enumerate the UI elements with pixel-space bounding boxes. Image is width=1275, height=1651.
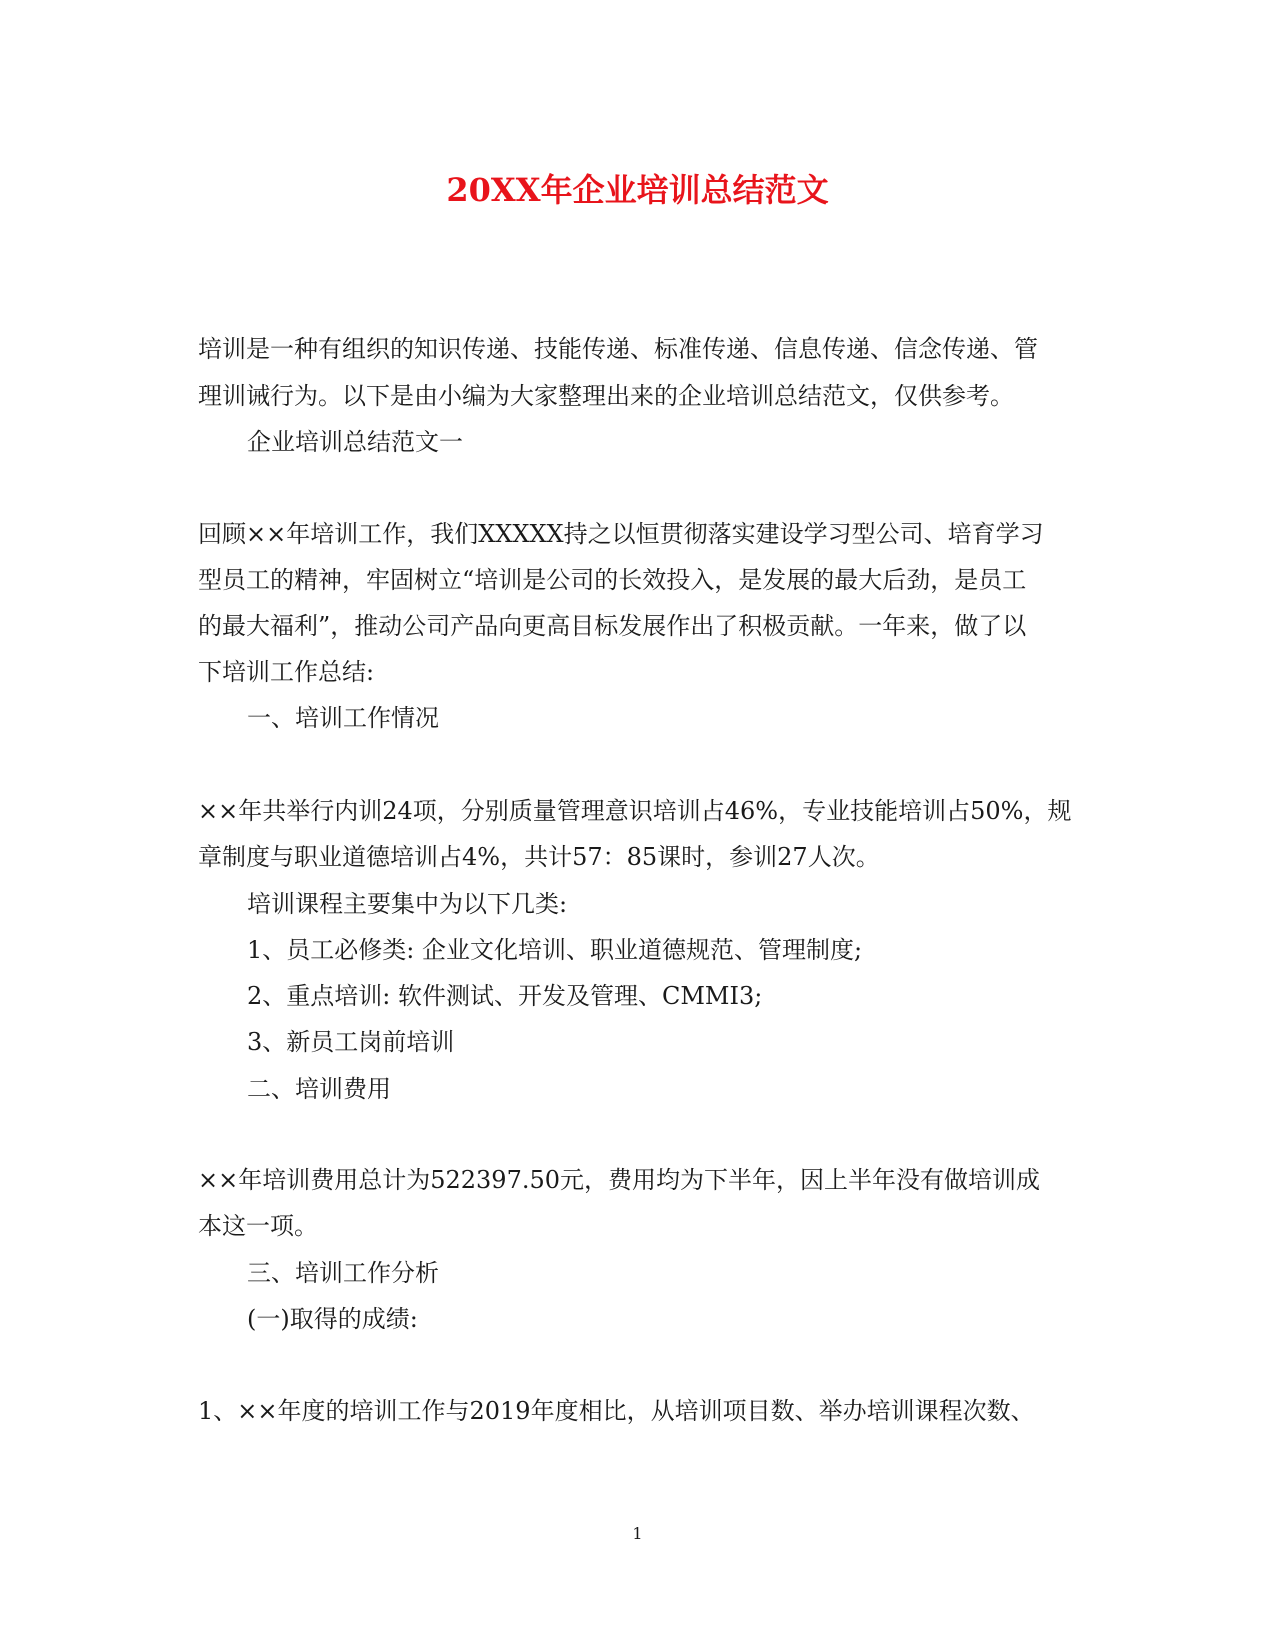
paragraph-line: 型员工的精神，牢固树立“培训是公司的长效投入，是发展的最大后劲，是员工 <box>198 566 1027 594</box>
list-item: 1、员工必修类: 企业文化培训、职业道德规范、管理制度; <box>247 936 863 964</box>
paragraph-line: 章制度与职业道德培训占4%，共计57：85课时，参训27人次。 <box>198 843 880 871</box>
paragraph-line: 的最大福利”，推动公司产品向更高目标发展作出了积极贡献。一年来，做了以 <box>198 612 1027 640</box>
paragraph-line: 回顾××年培训工作，我们XXXXX持之以恒贯彻落实建设学习型公司、培育学习 <box>198 520 1044 548</box>
section-heading: 企业培训总结范文一 <box>247 428 463 456</box>
paragraph-line: 理训诫行为。以下是由小编为大家整理出来的企业培训总结范文，仅供参考。 <box>198 382 1014 410</box>
page-number: 1 <box>632 1524 643 1543</box>
paragraph-line: 培训是一种有组织的知识传递、技能传递、标准传递、信息传递、信念传递、管 <box>198 335 1038 363</box>
section-heading: 一、培训工作情况 <box>247 704 439 732</box>
paragraph-line: 下培训工作总结: <box>198 658 375 686</box>
section-heading: 三、培训工作分析 <box>247 1259 439 1287</box>
paragraph-line: ××年共举行内训24项，分别质量管理意识培训占46%，专业技能培训占50%，规 <box>198 797 1072 825</box>
paragraph-line: 1、××年度的培训工作与2019年度相比，从培训项目数、举办培训课程次数、 <box>198 1397 1035 1425</box>
section-heading: 二、培训费用 <box>247 1075 391 1103</box>
paragraph-line: ××年培训费用总计为522397.50元，费用均为下半年，因上半年没有做培训成 <box>198 1166 1041 1194</box>
subsection-heading: (一)取得的成绩: <box>247 1305 418 1333</box>
list-item: 2、重点培训: 软件测试、开发及管理、CMMI3; <box>247 982 763 1010</box>
paragraph-line: 本这一项。 <box>198 1212 318 1240</box>
document-title: 20XX年企业培训总结范文 <box>446 171 829 209</box>
paragraph-line: 培训课程主要集中为以下几类: <box>247 890 568 918</box>
list-item: 3、新员工岗前培训 <box>247 1028 455 1056</box>
